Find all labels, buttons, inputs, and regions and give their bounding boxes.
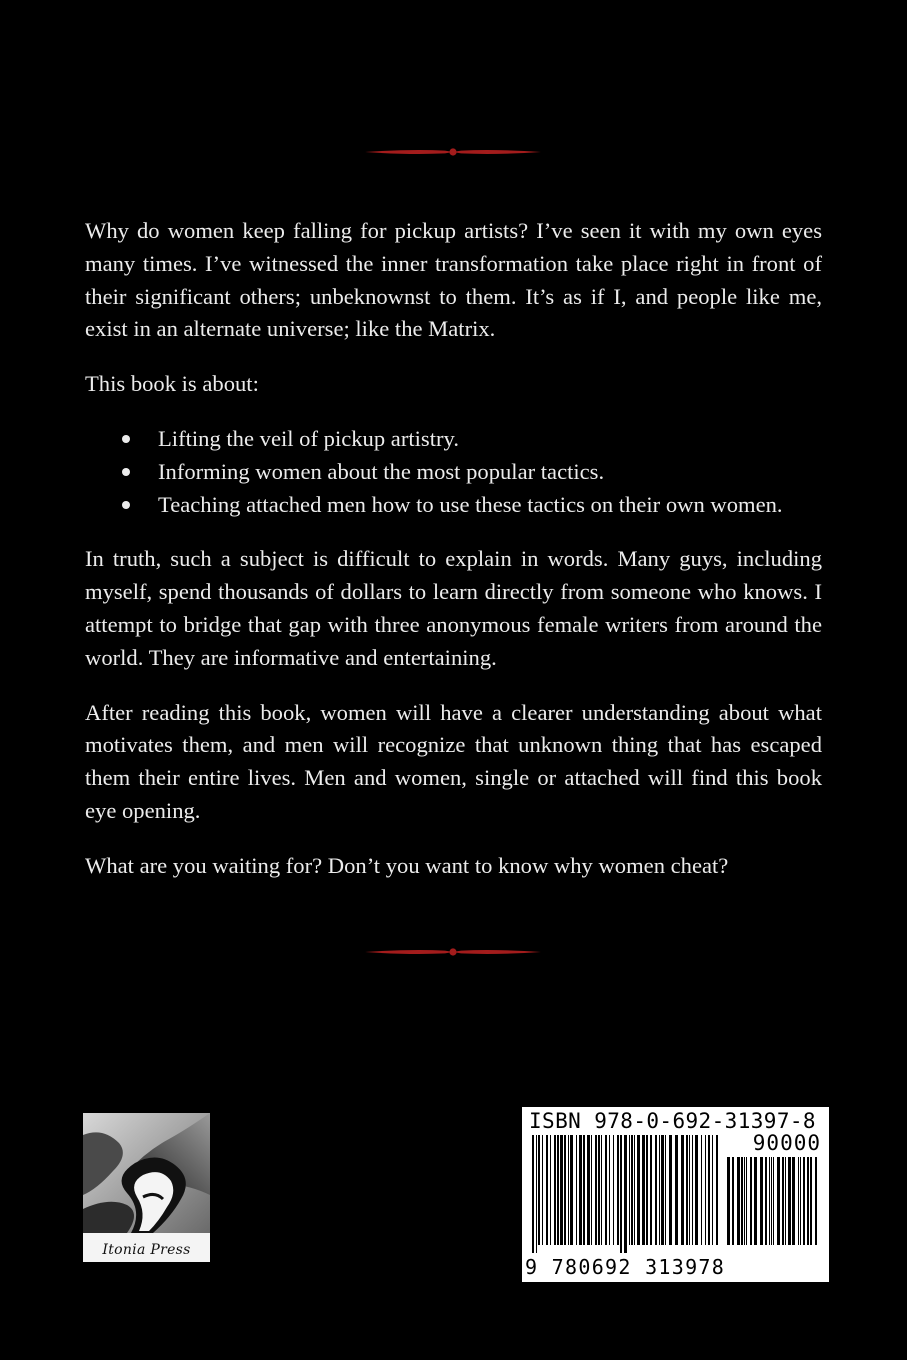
blurb-paragraph-3: In truth, such a subject is difficult to explain in words. Many guys, including myself, spend thousands of dollars to learn directly from someone who knows. I attempt to bridge that gap with three anonymous female writers from around the world. They are informative and entertaining. [85,546,822,670]
back-cover-blurb [85,215,822,905]
list-item: Teaching attached men how to use these tactics on their own women. [158,489,822,522]
isbn-barcode [522,1107,829,1282]
blurb-paragraph-5: What are you waiting for? Don’t you want to know why women cheat? [85,852,729,878]
isbn-label: ISBN 978-0-692-31397-8 [529,1109,816,1133]
publisher-logo-icon [83,1113,210,1262]
divider-ornament-bottom [365,946,541,958]
barcode-bars [532,1135,720,1253]
blurb-paragraph-2: This book is about: [85,371,259,397]
barcode-addon-bars [727,1157,822,1253]
ean-digits: 9 780692 313978 [525,1255,726,1279]
blurb-paragraph-4: After reading this book, women will have a clearer understanding about what motivates them, and men will recognize that unknown thing that has escaped them their entire lives. Men and women, single or attached will find this book eye opening. [85,699,822,823]
publisher-name: Itonia Press [102,1242,191,1258]
list-item: Lifting the veil of pickup artistry. [158,423,822,456]
blurb-paragraph-1: Why do women keep falling for pickup artists? I’ve seen it with my own eyes many times. I’ve witnessed the inner transformation take place right in front of their significant others; unbeknownst to them. It’s as if I, and people like me, exist in an alternate universe; like the Matrix. [85,218,822,342]
divider-ornament-top [365,146,541,158]
publisher-logo [83,1113,210,1262]
list-item: Informing women about the most popular tactics. [158,456,822,489]
price-code: 90000 [752,1131,821,1155]
topic-list [85,423,822,521]
